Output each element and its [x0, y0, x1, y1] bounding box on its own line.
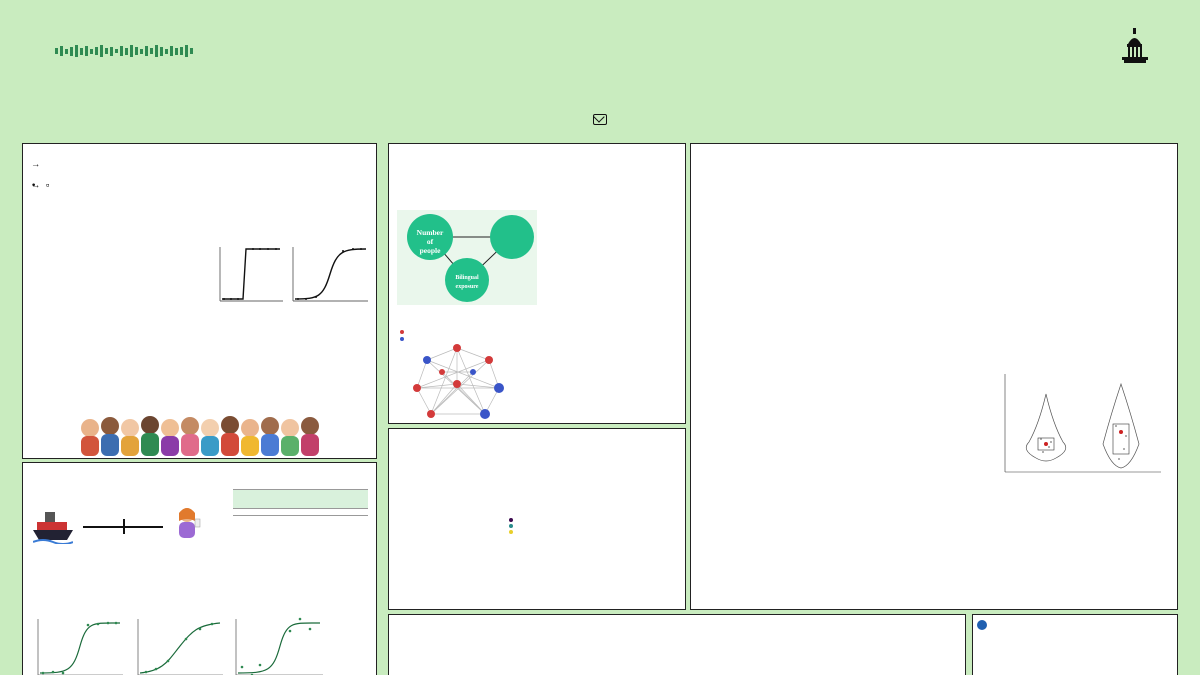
table-cell-value: [288, 509, 368, 516]
results-section: [690, 143, 1178, 610]
ship-icon: [33, 508, 73, 544]
svg-text:exposure: exposure: [455, 284, 479, 290]
network-node-bilingual: Bilingual: [455, 275, 479, 281]
children-network-diagram: [397, 210, 537, 305]
social-network-section: [388, 143, 686, 424]
table-cell-value: [288, 490, 368, 509]
table-row: [233, 490, 368, 509]
crowd-illustration: [78, 414, 328, 456]
nsf-logo-icon: [977, 620, 987, 630]
table-cell-label: [233, 490, 288, 509]
intro-question-1: [31, 158, 368, 170]
children-path-models: [691, 168, 1178, 268]
email-line: [200, 112, 1000, 127]
university-of-iowa-logo: [1070, 28, 1155, 98]
adult-network-diagram: [397, 328, 517, 424]
violin-chart: [991, 354, 1176, 504]
categorization-curves-graph: [198, 239, 373, 309]
email-icon: [593, 114, 607, 125]
introduction-section: [22, 143, 377, 459]
table-cell-label: [233, 509, 288, 516]
vas-profile-graphs: [28, 611, 328, 675]
violin-plot: [991, 354, 1176, 504]
svg-text:of: of: [426, 237, 434, 246]
conclusion-section: [388, 614, 966, 675]
vas-slider-handle[interactable]: [123, 519, 125, 534]
acknowledgements-section: [972, 614, 1178, 675]
svg-text:people: people: [419, 246, 441, 255]
network-node-people: Number: [416, 228, 444, 237]
table-row: [233, 509, 368, 516]
capitol-dome-icon: [1122, 28, 1148, 64]
vas-dimension-section: [388, 428, 686, 610]
stimuli-table: [233, 483, 368, 516]
methods-section: [22, 462, 377, 675]
arrow-icon: →: [31, 180, 41, 191]
logo-wave-icon: [55, 45, 200, 57]
sip-icon: [173, 505, 205, 543]
vas-scatter-plots: [389, 446, 685, 606]
growing-words-logo: [55, 44, 200, 84]
intro-question-2: [31, 179, 368, 191]
arrow-icon: →: [31, 159, 41, 169]
adult-path-models: [691, 366, 991, 516]
